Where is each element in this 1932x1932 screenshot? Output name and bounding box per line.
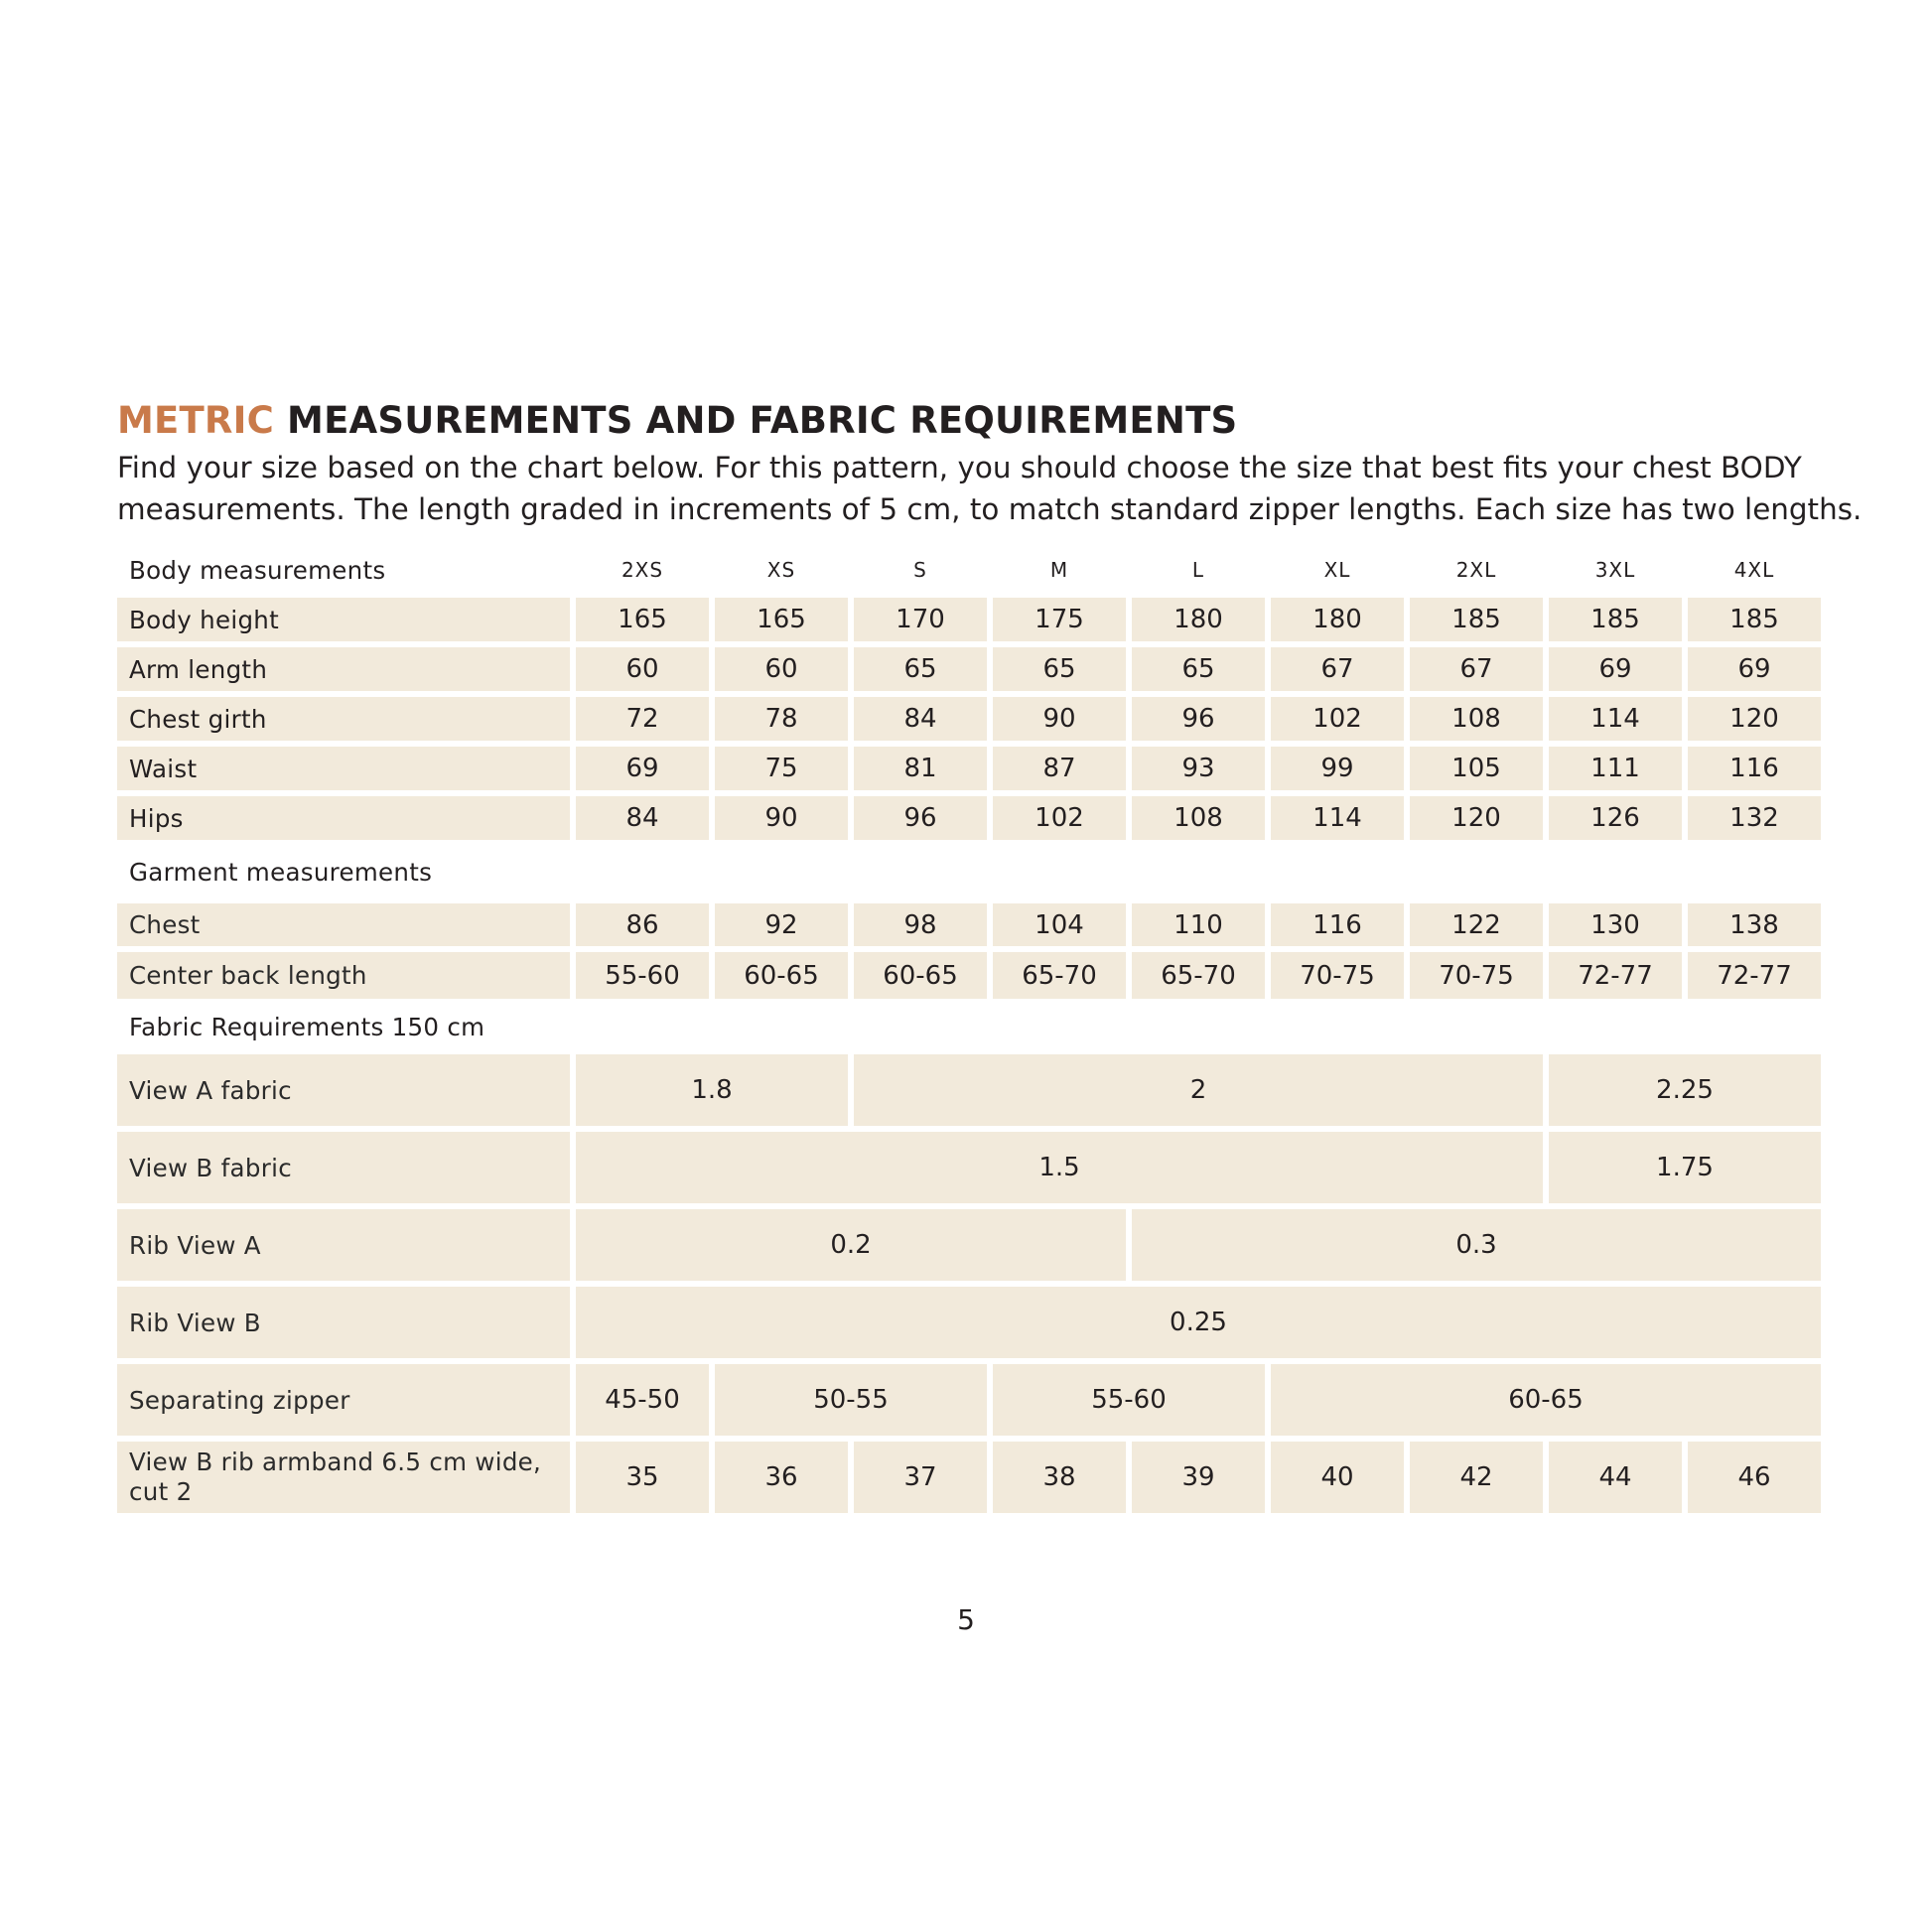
table-cell: 108 [1132, 796, 1265, 840]
table-cell: 69 [1549, 647, 1682, 691]
table-cell: 60-65 [1271, 1364, 1821, 1436]
table-cell: 84 [576, 796, 709, 840]
section-spacer [576, 846, 1821, 897]
size-chart-table [117, 548, 1821, 1513]
table-cell: 116 [1271, 903, 1404, 946]
table-cell: 65-70 [1132, 952, 1265, 999]
table-cell: 86 [576, 903, 709, 946]
table-cell: 84 [854, 697, 987, 741]
row-label: Hips [117, 796, 570, 840]
size-header: 2XS [621, 558, 664, 582]
table-cell: 0.2 [576, 1209, 1126, 1281]
table-cell: 46 [1688, 1442, 1821, 1513]
row-label: Waist [117, 747, 570, 790]
table-cell: 0.25 [576, 1287, 1821, 1358]
table-cell: 65 [854, 647, 987, 691]
table-cell: 122 [1410, 903, 1543, 946]
table-cell: 98 [854, 903, 987, 946]
table-cell: 78 [715, 697, 848, 741]
table-cell: 1.8 [576, 1054, 848, 1126]
table-cell: 40 [1271, 1442, 1404, 1513]
table-cell: 111 [1549, 747, 1682, 790]
table-cell: 120 [1410, 796, 1543, 840]
size-header: 3XL [1594, 558, 1636, 582]
table-cell: 102 [1271, 697, 1404, 741]
table-cell: 37 [854, 1442, 987, 1513]
table-cell: 65 [993, 647, 1126, 691]
table-cell: 69 [576, 747, 709, 790]
title-accent: METRIC [117, 399, 274, 442]
table-cell: 70-75 [1410, 952, 1543, 999]
table-cell: 60-65 [854, 952, 987, 999]
table-cell: 60-65 [715, 952, 848, 999]
table-cell: 1.75 [1549, 1132, 1821, 1203]
table-cell: 108 [1410, 697, 1543, 741]
table-cell: 120 [1688, 697, 1821, 741]
row-label: Separating zipper [117, 1364, 570, 1436]
intro-text [117, 447, 1863, 530]
table-cell: 170 [854, 598, 987, 641]
table-cell: 102 [993, 796, 1126, 840]
section-heading-fabric: Fabric Requirements 150 cm [129, 1012, 485, 1041]
table-cell: 114 [1549, 697, 1682, 741]
table-cell: 96 [1132, 697, 1265, 741]
table-cell: 42 [1410, 1442, 1543, 1513]
row-label: Chest girth [117, 697, 570, 741]
table-cell: 90 [993, 697, 1126, 741]
table-cell: 92 [715, 903, 848, 946]
table-cell: 165 [715, 598, 848, 641]
section-spacer [576, 1005, 1821, 1048]
table-cell: 75 [715, 747, 848, 790]
table-cell: 130 [1549, 903, 1682, 946]
table-cell: 2.25 [1549, 1054, 1821, 1126]
row-label: Arm length [117, 647, 570, 691]
table-cell: 69 [1688, 647, 1821, 691]
table-cell: 50-55 [715, 1364, 987, 1436]
row-label: Chest [117, 903, 570, 946]
table-cell: 65-70 [993, 952, 1126, 999]
table-cell: 132 [1688, 796, 1821, 840]
table-cell: 0.3 [1132, 1209, 1821, 1281]
row-label: Body height [117, 598, 570, 641]
table-cell: 165 [576, 598, 709, 641]
table-cell: 138 [1688, 903, 1821, 946]
table-cell: 99 [1271, 747, 1404, 790]
table-cell: 2 [854, 1054, 1543, 1126]
table-cell: 105 [1410, 747, 1543, 790]
table-cell: 96 [854, 796, 987, 840]
row-label: View B rib armband 6.5 cm wide, cut 2 [117, 1442, 570, 1513]
table-cell: 67 [1271, 647, 1404, 691]
row-label: Center back length [117, 952, 570, 999]
table-cell: 87 [993, 747, 1126, 790]
section-heading-garment: Garment measurements [129, 857, 433, 887]
table-cell: 60 [715, 647, 848, 691]
table-cell: 180 [1271, 598, 1404, 641]
table-cell: 55-60 [576, 952, 709, 999]
row-label: Rib View B [117, 1287, 570, 1358]
size-header: XL [1323, 558, 1351, 582]
table-cell: 45-50 [576, 1364, 709, 1436]
table-cell: 36 [715, 1442, 848, 1513]
size-header: L [1191, 558, 1205, 582]
size-header: 2XL [1455, 558, 1497, 582]
row-label: View B fabric [117, 1132, 570, 1203]
table-cell: 180 [1132, 598, 1265, 641]
table-cell: 126 [1549, 796, 1682, 840]
table-cell: 104 [993, 903, 1126, 946]
size-header: S [913, 558, 927, 582]
size-header: 4XL [1733, 558, 1775, 582]
table-cell: 185 [1549, 598, 1682, 641]
table-cell: 72-77 [1549, 952, 1682, 999]
size-header: M [1049, 558, 1069, 582]
table-cell: 65 [1132, 647, 1265, 691]
table-cell: 72-77 [1688, 952, 1821, 999]
row-label: View A fabric [117, 1054, 570, 1126]
table-cell: 35 [576, 1442, 709, 1513]
size-header: XS [766, 558, 796, 582]
table-cell: 110 [1132, 903, 1265, 946]
section-heading-body: Body measurements [129, 555, 386, 585]
table-cell: 175 [993, 598, 1126, 641]
table-cell: 44 [1549, 1442, 1682, 1513]
table-cell: 114 [1271, 796, 1404, 840]
intro-line-1: Find your size based on the chart below. For this pattern, you should choose the size that best fits your chest BODY [117, 451, 1802, 484]
page-title [117, 399, 1237, 442]
row-label: Rib View A [117, 1209, 570, 1281]
table-cell: 38 [993, 1442, 1126, 1513]
page-number: 5 [957, 1603, 975, 1636]
table-cell: 67 [1410, 647, 1543, 691]
title-main: MEASUREMENTS AND FABRIC REQUIREMENTS [287, 399, 1238, 442]
table-cell: 185 [1410, 598, 1543, 641]
table-cell: 93 [1132, 747, 1265, 790]
table-cell: 72 [576, 697, 709, 741]
intro-line-2: measurements. The length graded in increments of 5 cm, to match standard zipper lengths. Each size has two lengths. [117, 492, 1863, 526]
table-cell: 81 [854, 747, 987, 790]
table-cell: 185 [1688, 598, 1821, 641]
table-cell: 116 [1688, 747, 1821, 790]
table-cell: 60 [576, 647, 709, 691]
table-cell: 1.5 [576, 1132, 1543, 1203]
table-cell: 90 [715, 796, 848, 840]
table-cell: 70-75 [1271, 952, 1404, 999]
table-cell: 39 [1132, 1442, 1265, 1513]
table-cell: 55-60 [993, 1364, 1265, 1436]
